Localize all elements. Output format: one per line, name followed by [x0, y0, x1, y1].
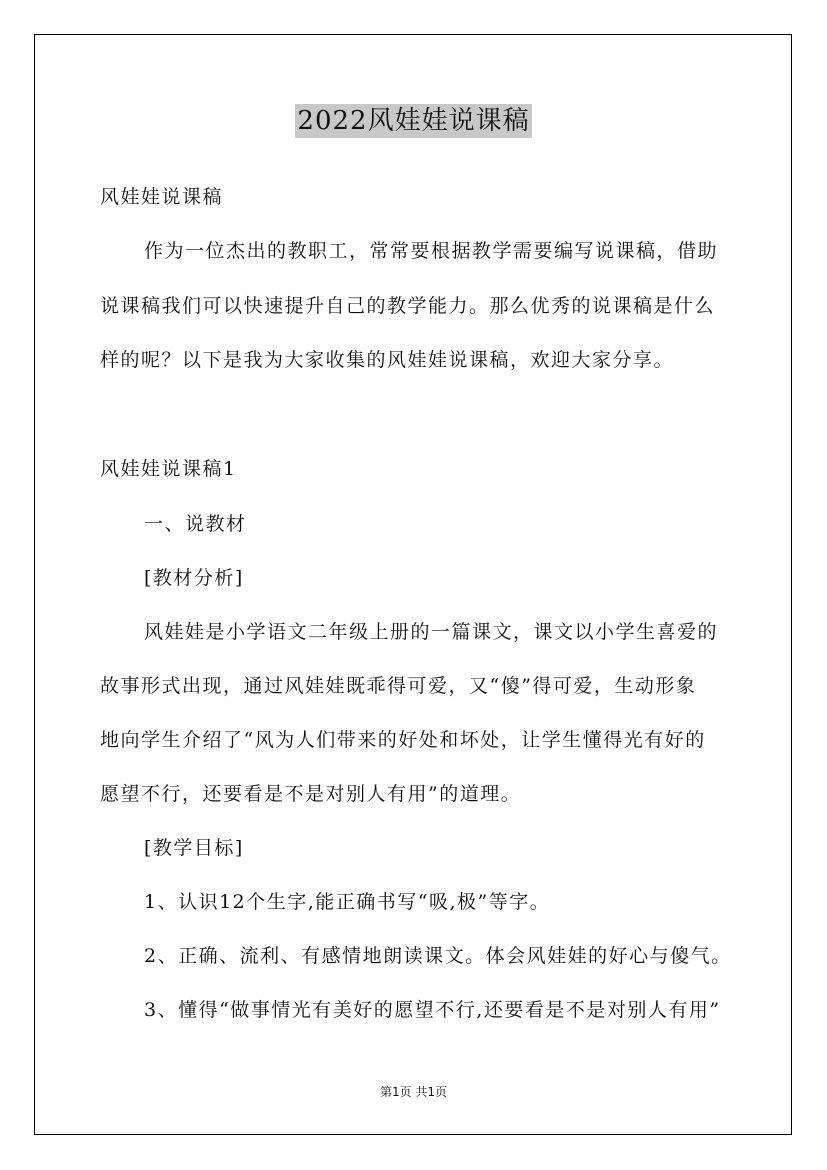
- section-heading: 一、说教材: [144, 513, 247, 535]
- analysis-line: 地向学生介绍了“风为人们带来的好处和坏处，让学生懂得光有好的: [100, 729, 706, 751]
- intro-line: 样的呢？以下是我为大家收集的风娃娃说课稿，欢迎大家分享。: [100, 349, 675, 371]
- subsection-heading: [教学目标]: [144, 837, 244, 859]
- document-title: [0, 100, 827, 137]
- goal-line: 3、懂得“做事情光有美好的愿望不行,还要看是不是对别人有用”: [144, 999, 721, 1021]
- subtitle: 风娃娃说课稿: [100, 186, 224, 208]
- intro-line: 作为一位杰出的教职工，常常要根据教学需要编写说课稿，借助: [144, 240, 719, 262]
- goal-line: 1、认识12个生字,能正确书写“吸,极”等字。: [144, 891, 551, 913]
- intro-line: 说课稿我们可以快速提升自己的教学能力。那么优秀的说课稿是什么: [100, 295, 716, 317]
- section-title: 风娃娃说课稿1: [100, 458, 237, 480]
- page-footer: 第1页 共1页: [379, 1085, 448, 1099]
- analysis-line: 故事形式出现，通过风娃娃既乖得可爱，又“傻”得可爱，生动形象: [100, 675, 697, 697]
- subsection-heading: [教材分析]: [144, 567, 244, 589]
- analysis-line: 风娃娃是小学语文二年级上册的一篇课文，课文以小学生喜爱的: [144, 621, 719, 643]
- title-text: 2022风娃娃说课稿: [297, 106, 530, 136]
- goal-line: 2、正确、流利、有感情地朗读课文。体会风娃娃的好心与傻气。: [144, 945, 732, 967]
- analysis-line: 愿望不行，还要看是不是对别人有用”的道理。: [100, 783, 522, 805]
